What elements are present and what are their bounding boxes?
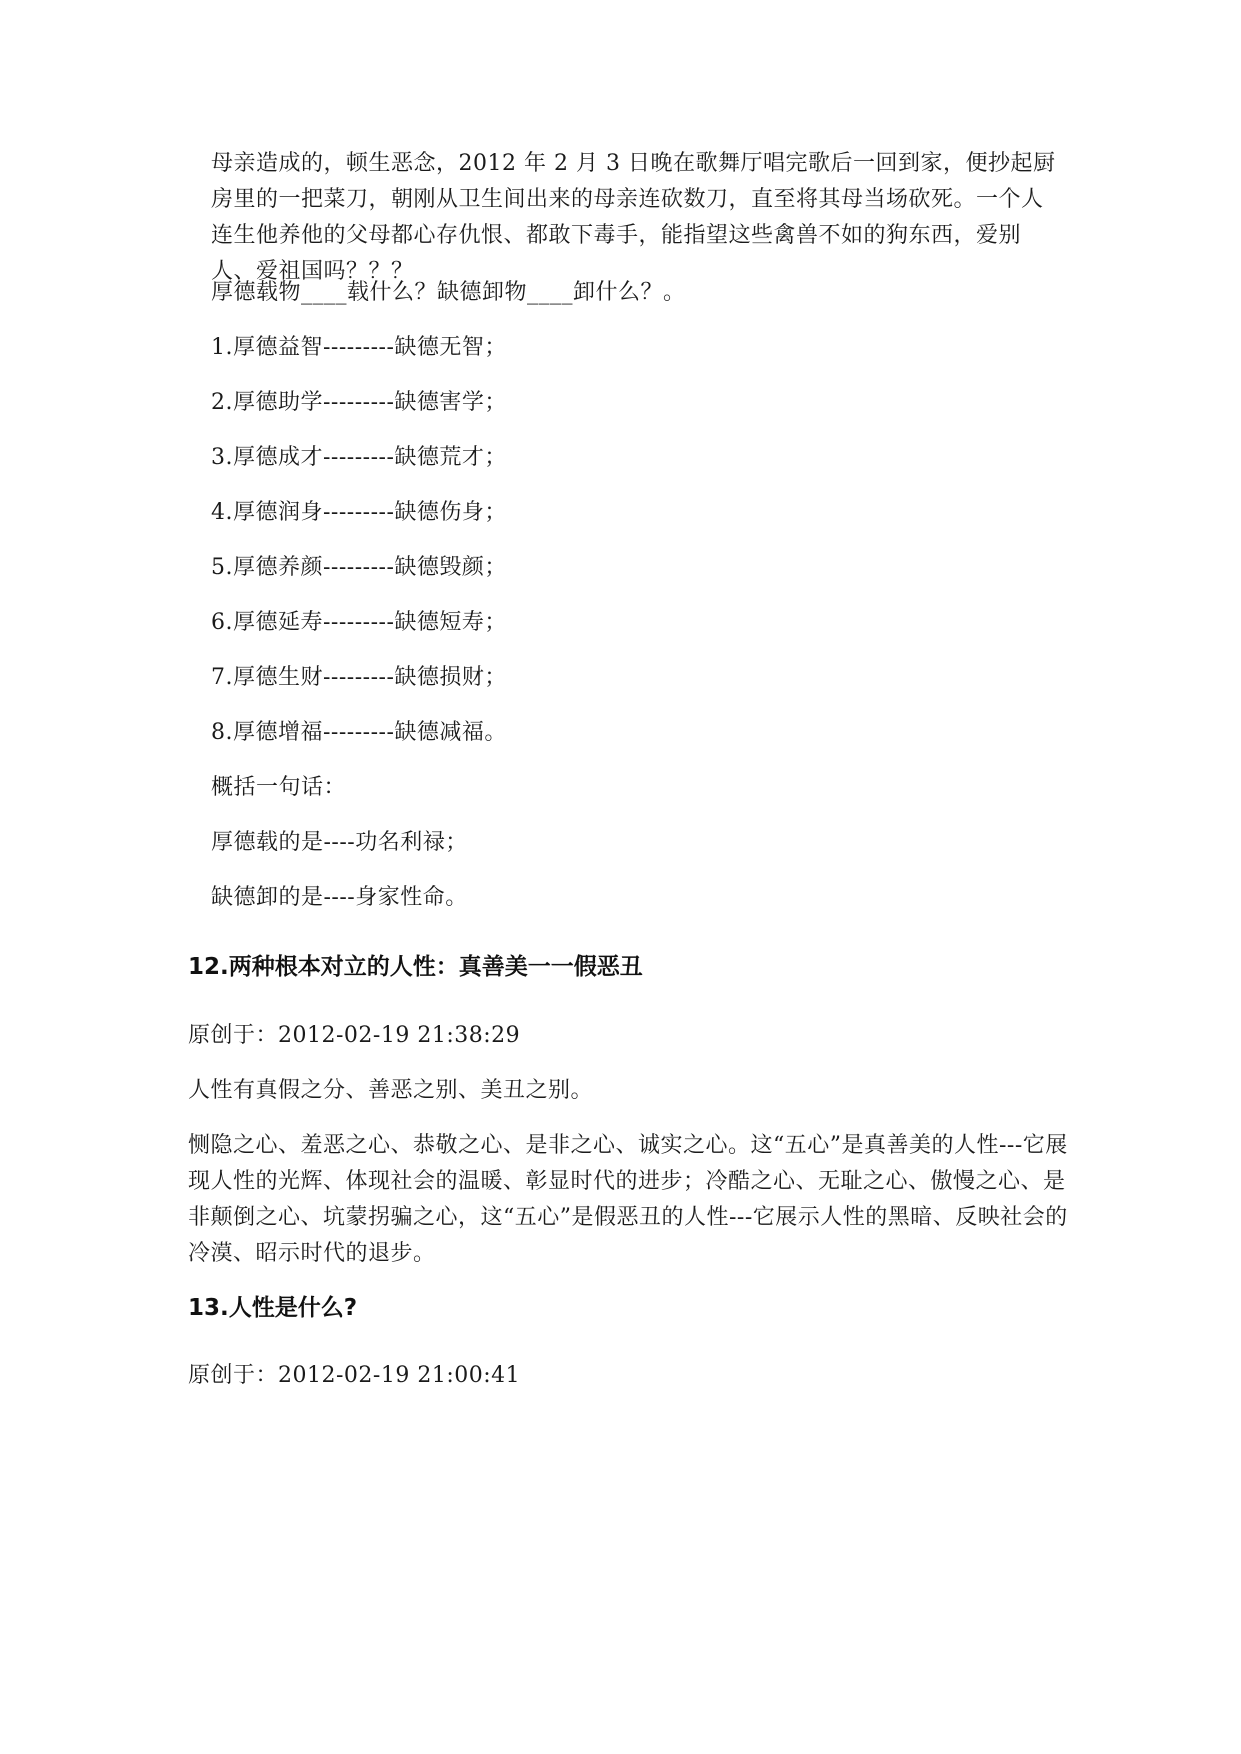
question-line: 厚德载物____载什么？缺德卸物____卸什么？。 — [211, 280, 686, 305]
section-13-heading: 13.人性是什么? — [188, 1295, 358, 1321]
list-item: 8.厚德增福---------缺德减福。 — [211, 720, 507, 745]
list-item: 6.厚德延寿---------缺德短寿； — [211, 610, 507, 635]
section-12-meta: 原创于：2012-02-19 21:38:29 — [188, 1023, 521, 1048]
summary-label: 概括一句话： — [211, 775, 347, 800]
list-item: 2.厚德助学---------缺德害学； — [211, 390, 507, 415]
summary-line-2: 缺德卸的是----身家性命。 — [211, 885, 468, 910]
summary-line-1: 厚德载的是----功名利禄； — [211, 830, 468, 855]
section-12-para-2: 恻隐之心、羞恶之心、恭敬之心、是非之心、诚实之心。这“五心”是真善美的人性---它展现人性的光辉、体现社会的温暖、彰显时代的进步；冷酷之心、无耻之心、傲慢之心、是非颠倒之心、坑蒙拐骗之心，这“五心”是假恶丑的人性---它展示人性的黑暗、反映社会的冷漠、昭示时代的退步。 — [188, 1133, 1068, 1266]
list-item: 4.厚德润身---------缺德伤身； — [211, 500, 507, 525]
section-13-meta: 原创于：2012-02-19 21:00:41 — [188, 1363, 521, 1388]
list-item: 3.厚德成才---------缺德荒才； — [211, 445, 507, 470]
section-12-para-1: 人性有真假之分、善恶之别、美丑之别。 — [188, 1078, 594, 1103]
section-12-heading: 12.两种根本对立的人性：真善美一一假恶丑 — [188, 954, 643, 980]
list-item: 7.厚德生财---------缺德损财； — [211, 665, 507, 690]
list-item: 1.厚德益智---------缺德无智； — [211, 335, 507, 360]
intro-paragraph: 母亲造成的，顿生恶念，2012 年 2 月 3 日晚在歌舞厅唱完歌后一回到家，便抄起厨房里的一把菜刀，朝刚从卫生间出来的母亲连砍数刀，直至将其母当场砍死。一个人连生他养他的父母都心存仇恨、都敢下毒手，能指望这些禽兽不如的狗东西，爱别人、爱祖国吗？？？ — [211, 151, 1056, 284]
list-item: 5.厚德养颜---------缺德毁颜； — [211, 555, 507, 580]
